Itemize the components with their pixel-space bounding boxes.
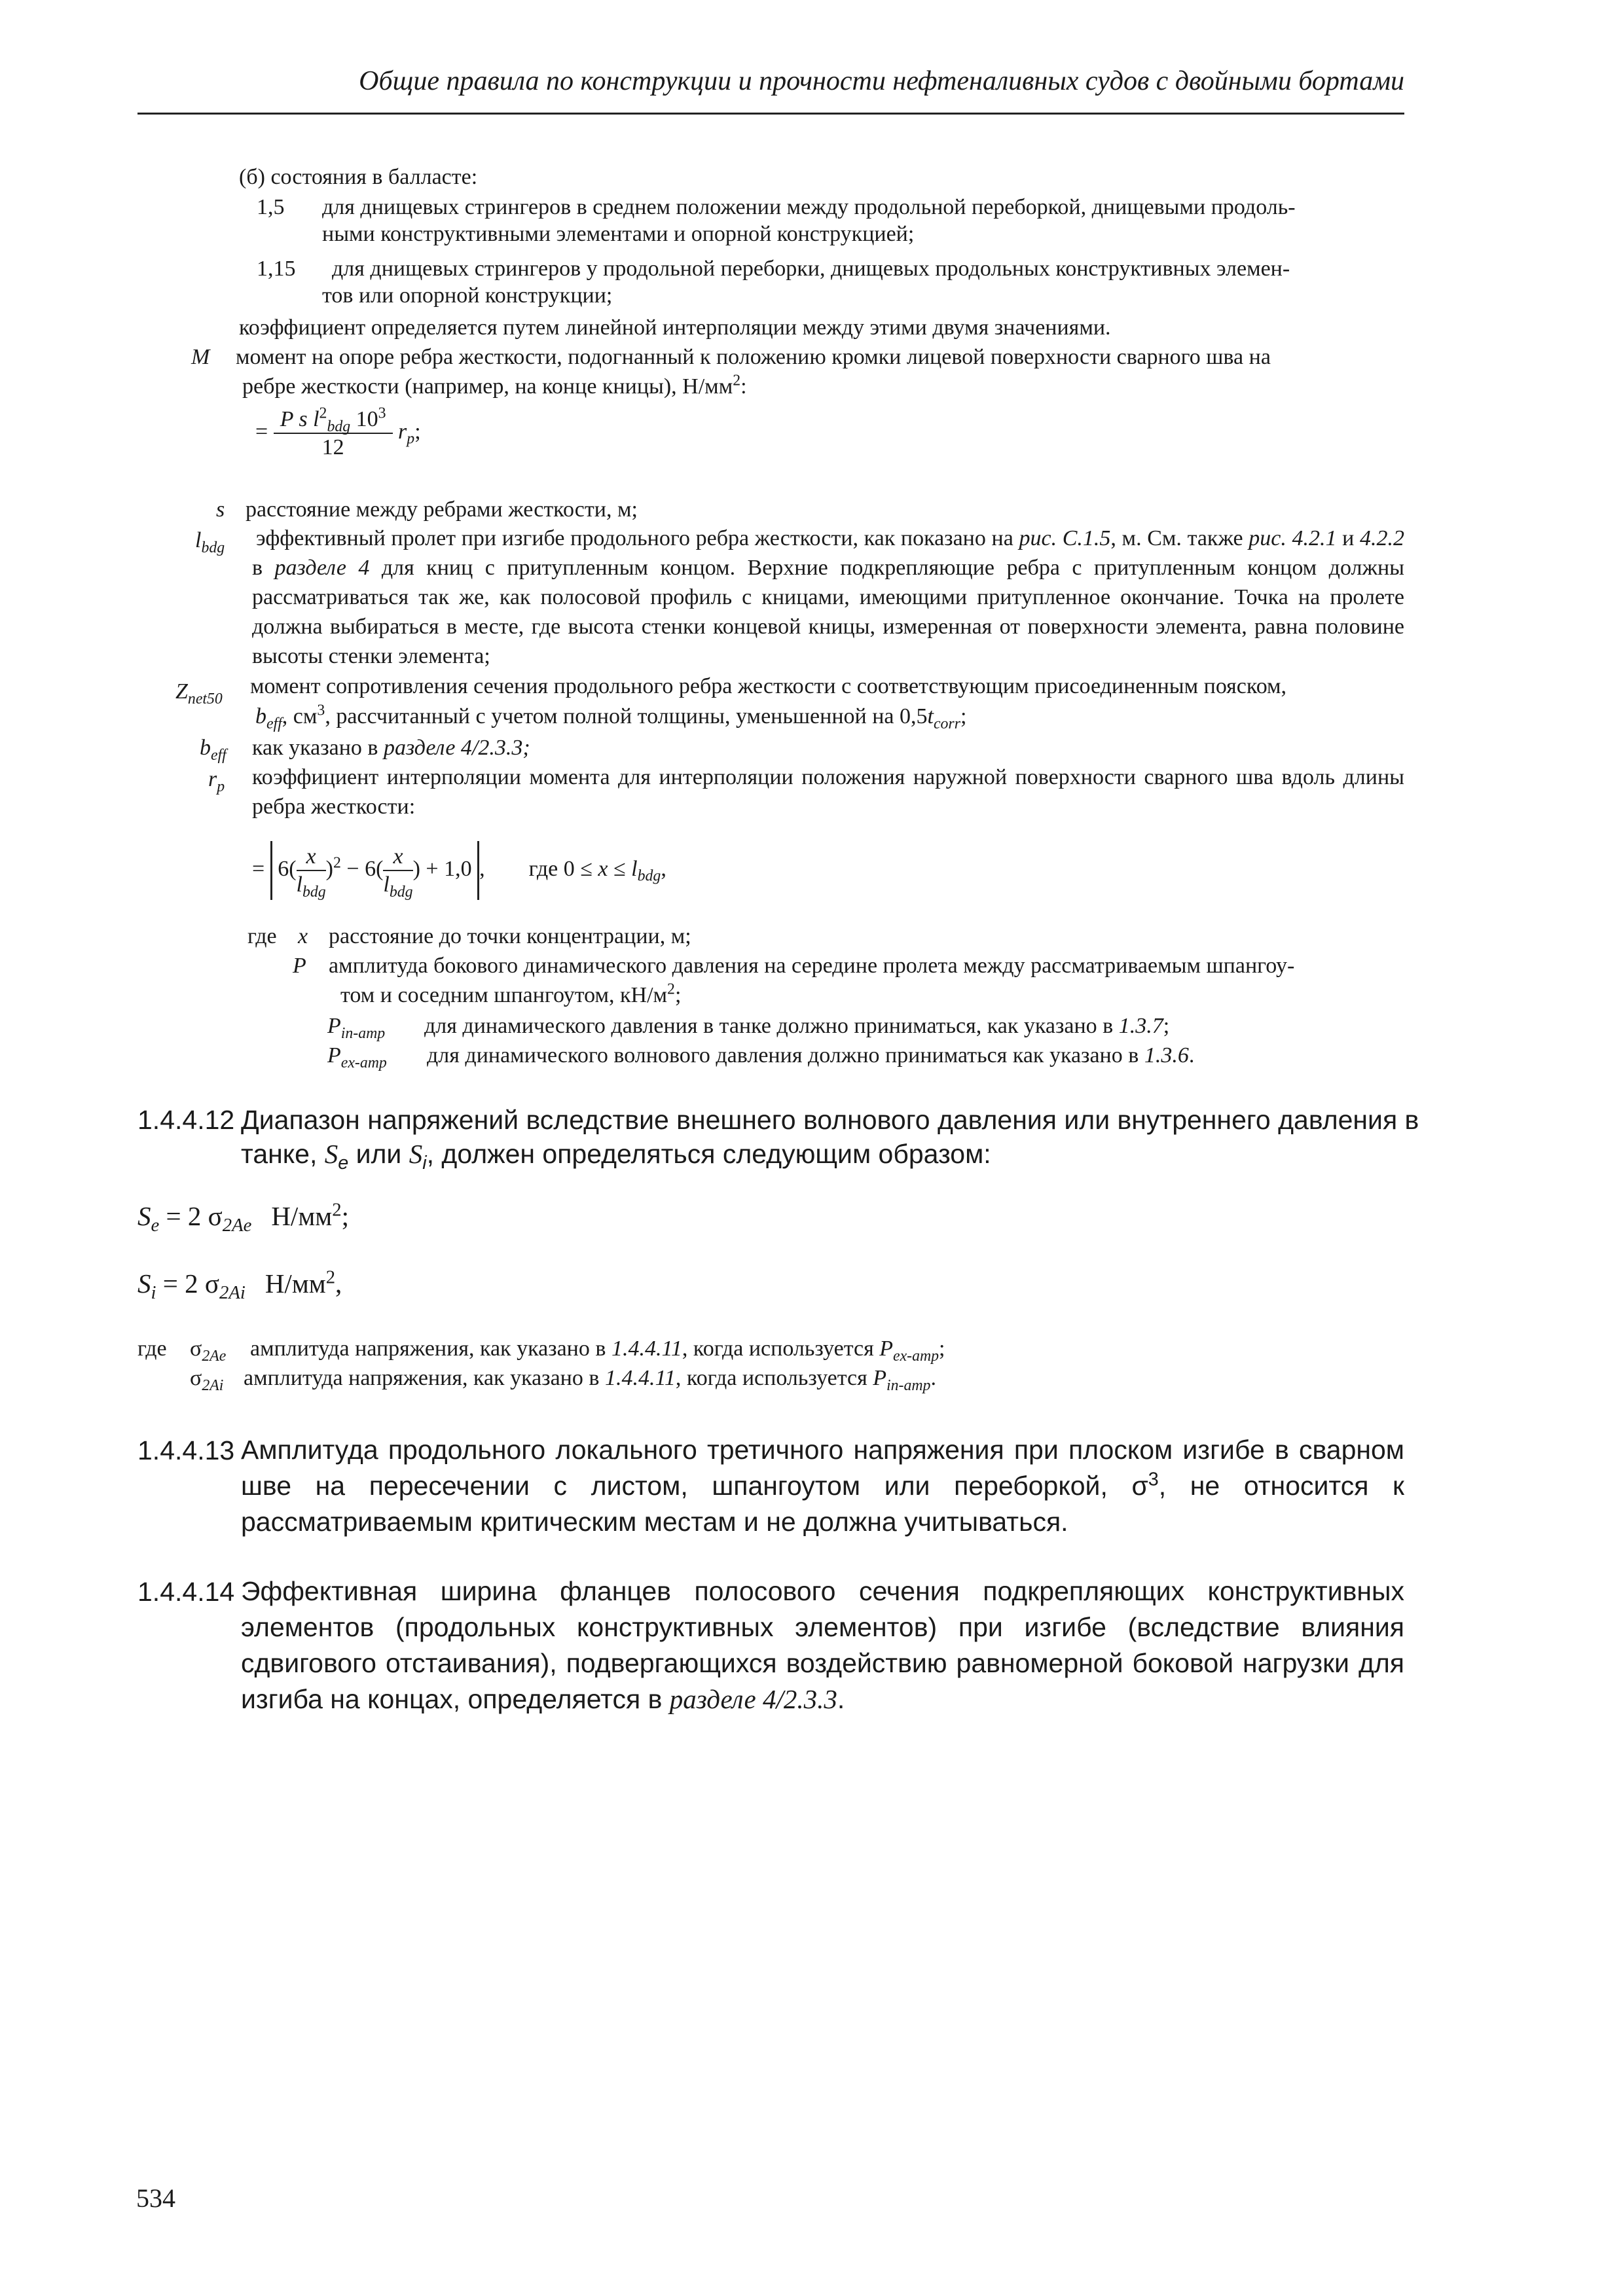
sec12-where-label: где <box>137 1336 167 1361</box>
symbol-Znet50: $Z_{net50}$ <box>175 679 223 708</box>
ballast-value-2: 1,15 <box>257 257 296 281</box>
x-definition: расстояние до точки концентрации, м; <box>329 924 691 948</box>
rp-definition: коэффициент интерполяции момента для интерполяции положения наружной поверхности сварного шва вдоль длины ребра жесткости: <box>252 765 1404 819</box>
ballast-text-1b: ными конструктивными элементами и опорной конструкцией; <box>322 222 915 246</box>
symbol-beff: $b_{eff}$ <box>200 736 227 764</box>
Znet50-definition-a: момент сопротивления сечения продольного ребра жесткости с соответствующим присоединенным пояском, <box>250 674 1287 698</box>
formula-rp: = 6( $\frac{x}{l_{bdg}}$ )$^2$ − 6( $\frac{x}{l_{bdg}}$ ) + 1,0 , где $0 \le x \le l_{bdg}$, <box>252 841 666 900</box>
ballast-value-1: 1,5 <box>257 195 285 219</box>
symbol-P: P <box>293 954 306 978</box>
ballast-interpolation: коэффициент определяется путем линейной интерполяции между этими двумя значениями. <box>239 315 1111 340</box>
lbdg-definition: эффективный пролет при изгибе продольного ребра жесткости, как показано на рис. C.1.5, м. См. также рис. 4.2.1 и 4.2.2 в разделе 4 для книц с притупленным концом. Верхние подкрепляющие ребра с притупленным концом должны рассматриваться так же, как полосовой профиль с кницами, имеющими притупленное окончание. Точка на пролете должна выбираться в месте, где высота стенки концевой кницы, измеренная от поверхности элемента, равна половине высоты стенки элемента; <box>252 526 1404 668</box>
abs-bar-left <box>270 841 272 900</box>
symbol-s: s <box>216 497 225 522</box>
ballast-intro: (б) состояния в балласте: <box>239 165 478 189</box>
beff-definition: как указано в разделе 4/2.3.3; <box>252 736 530 760</box>
sigma-2Ai-definition: амплитуда напряжения, как указано в 1.4.4.11, когда используется $P_{in-amp}$. <box>244 1366 936 1394</box>
section-12-text-b: танке, $S_e$ или $S_i$, должен определяться следующим образом: <box>241 1139 991 1174</box>
Znet50-definition-b: $b_{eff}$, $см^3$, рассчитанный с учетом полной толщины, уменьшенной на $0,5t_{corr}$; <box>255 702 967 732</box>
page-number: 534 <box>136 2183 175 2213</box>
equation-Si: $S_i = 2$ $\sigma_{2Ai}$ $Н/мм^2$, <box>137 1266 342 1304</box>
section-13-text: Амплитуда продольного локального третичного напряжения при плоском изгибе в сварном шве на пересечении с листом, шпангоутом или переборкой, $\sigma^3$, не относится к рассматриваемым критическим местам и не должна учитываться. <box>241 1435 1404 1537</box>
P-definition-a: амплитуда бокового динамического давления на середине пролета между рассматриваемым шпангоу- <box>329 954 1295 978</box>
M-definition-a: момент на опоре ребра жесткости, подогнанный к положению кромки лицевой поверхности сварного шва на <box>236 345 1271 369</box>
formula-M: = $\frac{P s l^2_{bdg} 10^3}{12}$ $r_p$; <box>255 404 421 459</box>
symbol-sigma-2Ae: $\sigma_{2Ae}$ <box>190 1336 227 1365</box>
section-14-text: Эффективная ширина фланцев полосового сечения подкрепляющих конструктивных элементов (продольных конструктивных элементов) при изгибе (вследствие влияния сдвигового отстаивания), подвергающихся воздействию равномерной боковой нагрузки для изгиба на концах, определяется в разделе 4/2.3.3. <box>241 1576 1404 1714</box>
sigma-2Ae-definition: амплитуда напряжения, как указано в 1.4.4.11, когда используется $P_{ex-amp}$; <box>250 1336 945 1365</box>
P-definition-b: том и соседним шпангоутом, $кН/м^2$; <box>340 980 682 1007</box>
symbol-lbdg: $l_{bdg}$ <box>195 528 225 556</box>
section-number-14: 1.4.4.14 <box>137 1577 235 1607</box>
formula-M-fraction: $\frac{P s l^2_{bdg} 10^3}{12}$ <box>274 406 393 461</box>
s-definition: расстояние между ребрами жесткости, м; <box>246 497 638 522</box>
symbol-x: x <box>298 924 308 948</box>
section-12-text-a: Диапазон напряжений вследствие внешнего волнового давления или внутреннего давления в <box>241 1105 1419 1135</box>
ballast-text-2a: для днищевых стрингеров у продольной переборки, днищевых продольных конструктивных элемен- <box>332 257 1290 281</box>
ballast-text-2b: тов или опорной конструкции; <box>322 283 613 308</box>
section-number-13: 1.4.4.13 <box>137 1435 235 1465</box>
equation-Se: $S_e = 2$ $\sigma_{2Ae}$ $Н/мм^2$; <box>137 1199 349 1236</box>
Pin-amp-definition: для динамического давления в танке должно приниматься, как указано в 1.3.7; <box>424 1014 1170 1038</box>
symbol-sigma-2Ai: $\sigma_{2Ai}$ <box>190 1366 224 1394</box>
M-definition-b: ребре жесткости (например, на конце кницы), $Н/мм^2$: <box>242 372 747 399</box>
Pex-amp-definition: для динамического волнового давления должно приниматься как указано в 1.3.6. <box>427 1043 1195 1067</box>
symbol-Pex-amp: $P_{ex-amp}$ <box>327 1043 387 1071</box>
section-number-12: 1.4.4.12 <box>137 1105 235 1135</box>
where-label: где <box>247 924 277 948</box>
header-rule <box>137 113 1404 115</box>
ballast-text-1a: для днищевых стрингеров в среднем положении между продольной переборкой, днищевыми продоль- <box>322 195 1296 219</box>
symbol-rp: $r_p$ <box>208 767 225 795</box>
symbol-Pin-amp: $P_{in-amp}$ <box>327 1014 386 1042</box>
running-header: Общие правила по конструкции и прочности нефтеналивных судов с двойными бортами <box>359 66 1404 96</box>
symbol-M: M <box>191 345 210 369</box>
